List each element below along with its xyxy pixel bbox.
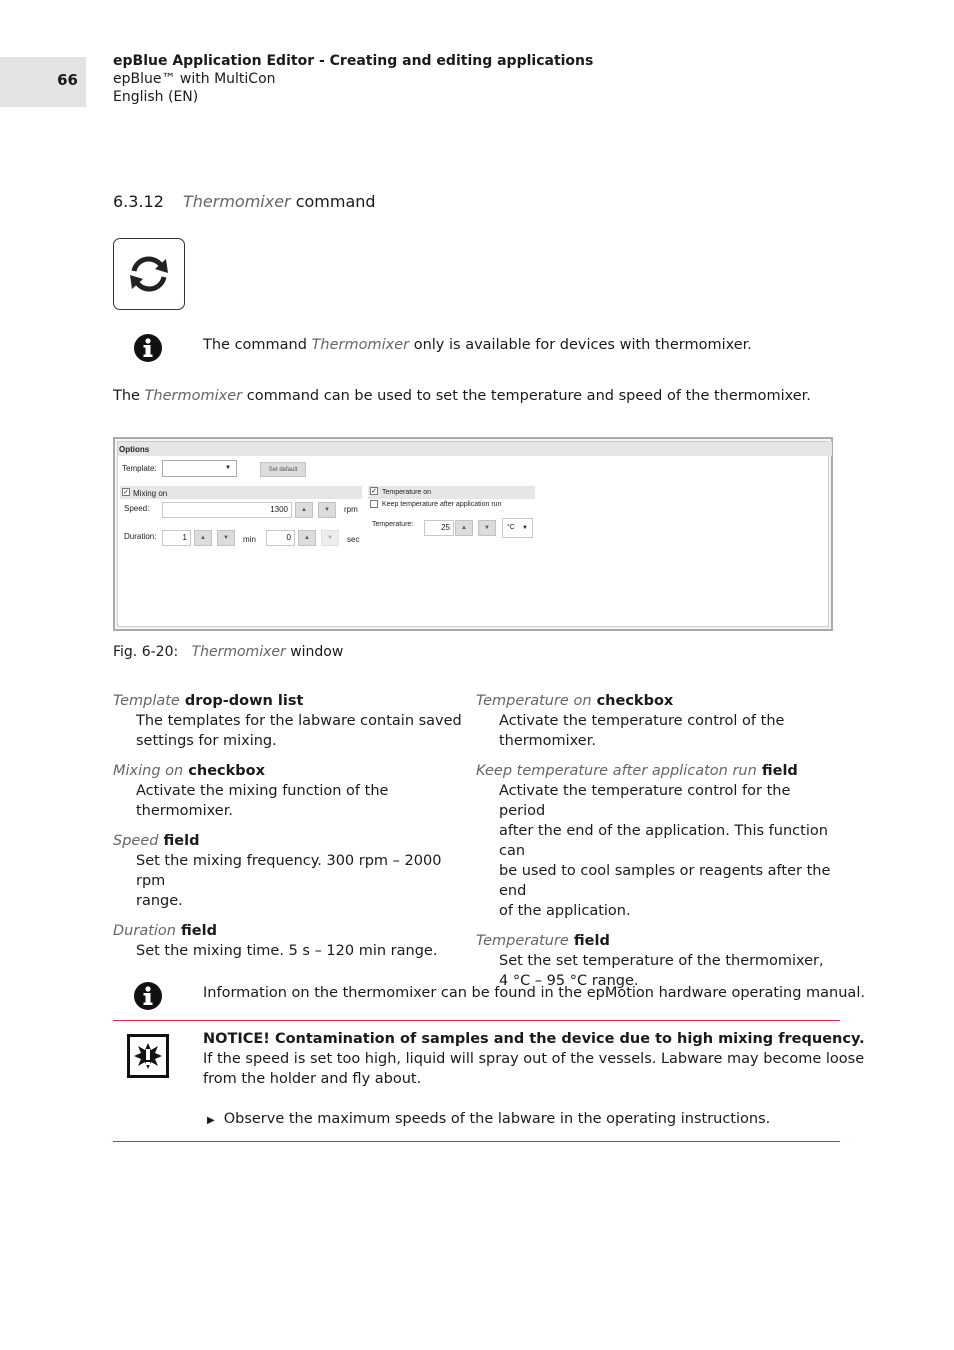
- speed-field[interactable]: 1300: [162, 502, 292, 518]
- note-thermomixer-availability: [203, 337, 752, 353]
- duration-label: Duration:: [124, 532, 157, 541]
- figure-caption: [113, 644, 343, 660]
- caption-italic: Thermomixer: [191, 644, 286, 660]
- temperature-on-label: Temperature on: [382, 489, 432, 496]
- intro-paragraph: [113, 388, 811, 404]
- dropdown-arrow-icon: ▼: [522, 525, 528, 531]
- duration-min-down-button[interactable]: ▼: [217, 530, 235, 546]
- temperature-unit-value: °C: [507, 524, 515, 531]
- desc-line: settings for mixing.: [136, 733, 277, 749]
- duration-sec-up-button[interactable]: ▲: [298, 530, 316, 546]
- temperature-field[interactable]: 25: [424, 520, 454, 536]
- duration-min-up-button[interactable]: ▲: [194, 530, 212, 546]
- notice-icon: [127, 1034, 169, 1082]
- speed-down-button[interactable]: ▼: [318, 502, 336, 518]
- info-icon: [133, 333, 163, 367]
- section-title-rest: command: [295, 192, 376, 211]
- desc-line: Activate the mixing function of the thermomixer.: [136, 783, 389, 819]
- keep-temperature-entry: [476, 761, 836, 921]
- term-italic: Duration: [113, 923, 176, 939]
- term-italic: Mixing on: [113, 763, 184, 779]
- desc-line: of the application.: [499, 903, 631, 919]
- header-language: English (EN): [113, 89, 199, 105]
- desc-line: Set the mixing frequency. 300 rpm – 2000 rpm: [136, 853, 442, 889]
- mixing-on-label: Mixing on: [133, 489, 168, 498]
- desc-line: range.: [136, 893, 183, 909]
- sec-unit: sec: [347, 535, 360, 544]
- note-hardware-manual: Information on the thermomixer can be found in the epMotion hardware operating manual.: [203, 985, 865, 1001]
- header-product: epBlue™ with MultiCon: [113, 71, 276, 87]
- speed-entry: [113, 831, 473, 911]
- desc-line: The templates for the labware contain saved: [136, 713, 462, 729]
- intro-prefix: The: [113, 388, 145, 404]
- section-heading: [113, 192, 376, 211]
- duration-min-field[interactable]: 1: [162, 530, 191, 546]
- template-dropdown[interactable]: [162, 460, 237, 477]
- notice-title: NOTICE! Contamination of samples and the device due to high mixing frequency.: [203, 1031, 865, 1047]
- term-rest: field: [761, 763, 798, 779]
- desc-line: be used to cool samples or reagents after the end: [499, 863, 831, 899]
- term-italic: Speed: [113, 833, 159, 849]
- keep-temperature-label: Keep temperature after application run: [382, 501, 502, 508]
- keep-temperature-checkbox[interactable]: [370, 500, 378, 508]
- temperature-up-button[interactable]: ▲: [455, 520, 473, 536]
- section-title-italic: Thermomixer: [182, 192, 291, 211]
- term-rest: field: [163, 833, 200, 849]
- section-number: 6.3.12: [113, 192, 164, 211]
- notice-bullet-text: Observe the maximum speeds of the labware in the operating instructions.: [223, 1111, 771, 1127]
- desc-line: Set the set temperature of the thermomixer,: [499, 953, 824, 969]
- temperature-label: Temperature:: [372, 521, 414, 528]
- intro-suffix: command can be used to set the temperature and speed of the thermomixer.: [242, 388, 811, 404]
- term-italic: Keep temperature after applicaton run: [476, 763, 757, 779]
- desc-line: after the end of the application. This function can: [499, 823, 828, 859]
- mixing-on-entry: [113, 761, 473, 821]
- set-default-button[interactable]: Set default: [260, 462, 306, 477]
- term-rest: checkbox: [188, 763, 265, 779]
- refresh-icon: [114, 239, 184, 309]
- template-entry: [113, 691, 473, 751]
- notice-bullet: [207, 1111, 770, 1127]
- duration-sec-field[interactable]: 0: [266, 530, 295, 546]
- note1-suffix: only is available for devices with thermomixer.: [409, 337, 752, 353]
- desc-line: Activate the temperature control of the: [499, 713, 785, 729]
- left-description-column: [113, 691, 473, 971]
- dropdown-arrow-icon: ▼: [225, 465, 231, 471]
- info-icon: [133, 981, 163, 1015]
- duration-entry: [113, 921, 473, 961]
- term-rest: field: [573, 933, 610, 949]
- options-label: Options: [119, 445, 150, 454]
- notice-bottom-rule: [113, 1141, 840, 1142]
- notice-text-line2: from the holder and fly about.: [203, 1071, 422, 1087]
- desc-line: thermomixer.: [499, 733, 596, 749]
- caption-prefix: Fig. 6-20:: [113, 644, 179, 660]
- temperature-entry: [476, 931, 836, 991]
- thermomixer-window-screenshot: [113, 437, 833, 631]
- term-italic: Temperature on: [476, 693, 592, 709]
- min-unit: min: [243, 535, 256, 544]
- thermomixer-command-icon: [113, 238, 185, 310]
- notice-text-line1: If the speed is set too high, liquid will spray out of the vessels. Labware may become loose: [203, 1051, 865, 1067]
- caption-suffix: window: [290, 644, 344, 660]
- desc-line: Set the mixing time. 5 s – 120 min range.: [136, 943, 438, 959]
- speed-label: Speed:: [124, 504, 150, 513]
- mixing-on-checkbox[interactable]: ✓: [123, 488, 129, 496]
- temperature-on-entry: [476, 691, 836, 751]
- template-label: Template:: [122, 464, 157, 473]
- intro-italic: Thermomixer: [144, 388, 243, 404]
- term-italic: Template: [113, 693, 180, 709]
- term-rest: checkbox: [596, 693, 674, 709]
- speed-up-button[interactable]: ▲: [295, 502, 313, 518]
- right-description-column: [476, 691, 836, 1001]
- term-rest: drop-down list: [184, 693, 304, 709]
- temperature-on-checkbox[interactable]: ✓: [371, 487, 377, 495]
- desc-line: 4 °C – 95 °C range.: [499, 973, 639, 989]
- duration-sec-down-button[interactable]: ▼: [321, 530, 339, 546]
- triangle-bullet-icon: ▶: [207, 1115, 215, 1126]
- temperature-unit-dropdown[interactable]: [502, 518, 533, 538]
- note1-prefix: The command: [203, 337, 312, 353]
- header-title: epBlue Application Editor - Creating and editing applications: [113, 53, 594, 69]
- note1-italic: Thermomixer: [311, 337, 410, 353]
- desc-line: Activate the temperature control for the period: [499, 783, 791, 819]
- term-rest: field: [181, 923, 217, 939]
- temperature-down-button[interactable]: ▼: [478, 520, 496, 536]
- speed-unit: rpm: [344, 505, 358, 514]
- page-number: 66: [57, 71, 78, 89]
- term-italic: Temperature: [476, 933, 569, 949]
- notice-top-rule: [113, 1020, 840, 1021]
